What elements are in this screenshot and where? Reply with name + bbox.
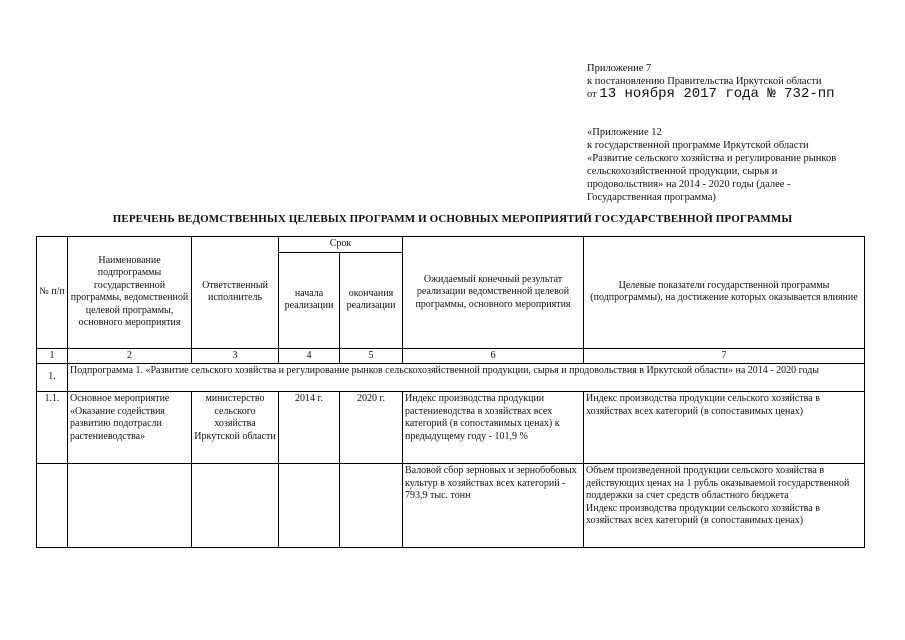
appendix-12-line3: «Развитие сельского хозяйства и регулирование рынков: [587, 153, 837, 164]
document-title: ПЕРЕЧЕНЬ ВЕДОМСТВЕННЫХ ЦЕЛЕВЫХ ПРОГРАММ И ОСНОВНЫХ МЕРОПРИЯТИЙ ГОСУДАРСТВЕННОЙ ПРОГРАММЫ: [112, 213, 793, 225]
empty-cell: [37, 464, 68, 548]
row-end: 2020 г.: [340, 392, 403, 464]
indicator-b: Индекс производства продукции сельского хозяйства в хозяйствах всех категорий (в сопоставимых ценах): [586, 502, 820, 526]
header-term: Срок: [279, 237, 403, 253]
appendix-12-block: [587, 126, 872, 204]
col-number: 6: [403, 348, 584, 364]
col-number: 7: [584, 348, 865, 364]
header-num: № п/п: [37, 237, 68, 349]
header-executor: Ответственный исполнитель: [192, 237, 279, 349]
subprogram-title: Подпрограмма 1. «Развитие сельского хозяйства и регулирование рынков сельскохозяйственной продукции, сырья и продовольствия в Иркутской области» на 2014 - 2020 годы: [68, 364, 865, 392]
col-number: 3: [192, 348, 279, 364]
row-name: Основное мероприятие «Оказание содействия развитию подотрасли растениеводства»: [68, 392, 192, 464]
header-indicators: Целевые показатели государственной программы (подпрограммы), на достижение которых оказывается влияние: [584, 237, 865, 349]
col-number: 4: [279, 348, 340, 364]
col-number: 2: [68, 348, 192, 364]
appendix-12-line5: продовольствия» на 2014 - 2020 годы (далее -: [587, 179, 791, 190]
header-result: Ожидаемый конечный результат реализации ведомственной целевой программы, основного мероприятия: [403, 237, 584, 349]
subprogram-num: 1.: [37, 364, 68, 392]
row-indicator: Индекс производства продукции сельского хозяйства в хозяйствах всех категорий (в сопоставимых ценах): [584, 392, 865, 464]
appendix-7-line2: к постановлению Правительства Иркутской области: [587, 76, 822, 87]
empty-cell: [68, 464, 192, 548]
row-start: 2014 г.: [279, 392, 340, 464]
header-end: окончания реализации: [340, 252, 403, 348]
empty-cell: [192, 464, 279, 548]
col-number: 5: [340, 348, 403, 364]
row-result: Индекс производства продукции растениеводства в хозяйствах всех категорий (в сопоставимых ценах) к предыдущему году - 101,9 %: [403, 392, 584, 464]
row-result-2: Валовой сбор зерновых и зернобобовых культур в хозяйствах всех категорий - 793,9 тыс. тонн: [403, 464, 584, 548]
empty-cell: [279, 464, 340, 548]
appendix-7-date: [587, 88, 887, 101]
appendix-7-block: [587, 62, 887, 101]
appendix-12-line1: «Приложение 12: [587, 127, 662, 138]
header-name: Наименование подпрограммы государственной программы, ведомственной целевой программы, основного мероприятия: [68, 237, 192, 349]
header-start: начала реализации: [279, 252, 340, 348]
appendix-12-line2: к государственной программе Иркутской области: [587, 140, 809, 151]
date-prefix: от: [587, 89, 597, 100]
row-executor: министерство сельского хозяйства Иркутской области: [192, 392, 279, 464]
row-indicators-2: [584, 464, 865, 548]
appendix-7-line1: Приложение 7: [587, 63, 652, 74]
date-value: 13 ноября 2017 года № 732-пп: [599, 86, 835, 102]
appendix-12-line6: Государственная программа): [587, 192, 716, 203]
empty-cell: [340, 464, 403, 548]
col-number: 1: [37, 348, 68, 364]
programs-table: [36, 236, 865, 548]
indicator-a: Объем произведенной продукции сельского хозяйства в действующих ценах на 1 рубль оказываемой государственной поддержки за счет средств областного бюджета: [586, 465, 850, 501]
appendix-12-line4: сельскохозяйственной продукции, сырья и: [587, 166, 778, 177]
row-num: 1.1.: [37, 392, 68, 464]
